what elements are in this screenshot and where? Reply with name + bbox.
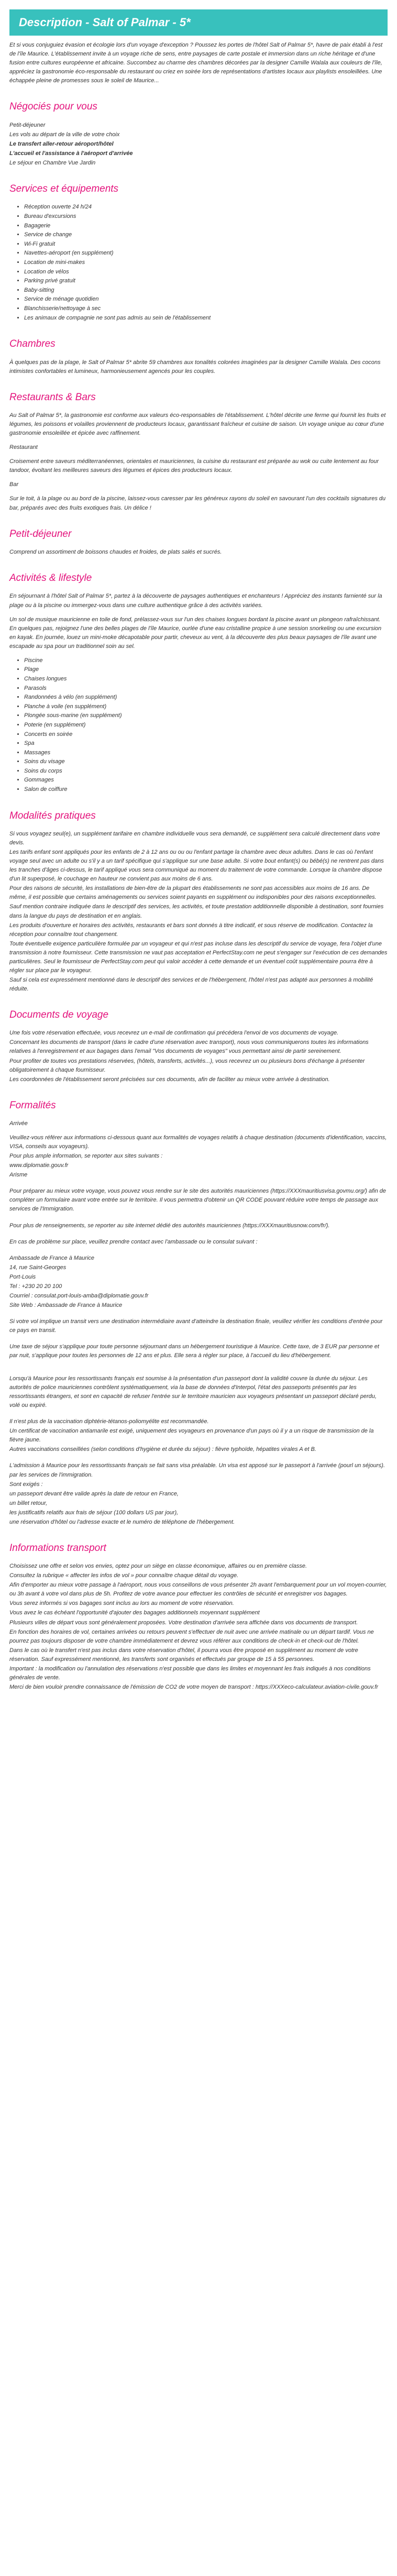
text-line: Vous serez informés si vos bagages sont inclus au lors au moment de votre réservation. <box>9 1600 234 1607</box>
text-line: Les produits d'ouverture et horaires des activités, restaurants et bars sont donnés à titre indicatif, et sous réserve de modification. Contactez la réception pour connaître tout changement. <box>9 922 373 938</box>
chambres-text: À quelques pas de la plage, le Salt of Palmar 5* abrite 59 chambres aux tonalités colorées imaginées par la designer Camille Walala. Des cocons intimistes confortables et lumineux, harmonieusement agencés pour les couples. <box>9 359 381 375</box>
text-line: un passeport devant être valide après la date de retour en France, <box>9 1490 179 1497</box>
text-line: Tel : +230 20 20 100 <box>9 1283 62 1290</box>
services-list <box>24 203 388 323</box>
activity-item: • Randonnées à vélo (en supplément) <box>24 693 388 702</box>
intro-text: Et si vous conjuguiez évasion et écologie lors d'un voyage d'exception ? Poussez les portes de l'hôtel Salt of Palmar 5*, havre de paix établi à l'est de l'île Maurice. L'établissement invite à un voyage riche de sens, entre paysages de carte postale et immersion dans un riche héritage et d'une fusion entre cultures européenne et africaine. Succombez au charme des chambres décorées par la designer Camille Walala aux couleurs de l'île, appréciez la gastronomie éco-responsable du restaurant ou criez en soirée lors de représentations d'artistes locaux aux playlists ensoleillées. Une échappée pleine de promesses sous le soleil de Maurice... <box>9 42 383 84</box>
bar-subheading: Bar <box>9 481 19 488</box>
text-line: Plusieurs villes de départ vous sont généralement proposées. Votre destination d'arrivée sera affichée dans vos documents de transport. <box>9 1619 358 1626</box>
page <box>0 9 397 1718</box>
negocies-line: Le transfert aller-retour aéroport/hôtel <box>9 140 114 147</box>
text-line <box>9 1455 388 1461</box>
negocies-list <box>9 121 388 168</box>
restaurant-text: Croisement entre saveurs méditerranéennes, orientales et mauriciennes, la cuisine du restaurant est préparée au wok ou cuite lentement au four tandoor, évoltant les meilleures saveurs des légumes et épices des producteurs locaux. <box>9 458 379 474</box>
service-item: • Navettes-aéroport (en supplément) <box>24 249 388 258</box>
text-line: Si votre vol implique un transit vers une destination intermédiaire avant d'atteindre la destination finale, veuillez vérifier les conditions d'entrée pour ce pays en transit. <box>9 1318 383 1334</box>
activites-heading: Activités & lifestyle <box>9 573 92 584</box>
text-line: Veuillez-vous référer aux informations ci-dessous quant aux formalités de voyages relatifs à chaque destination (documents d'identification, vaccins, VISA, conseils aux voyageurs). <box>9 1135 387 1150</box>
service-item: • Baby-sitting <box>24 286 388 295</box>
text-line: Choisissez une offre et selon vos envies, optez pour un siège en classe économique, affaires ou en première classe. <box>9 1563 307 1570</box>
text-line <box>9 1368 388 1374</box>
text-line: 14, rue Saint-Georges <box>9 1264 67 1271</box>
activity-item: • Piscine <box>24 656 388 666</box>
text-line: Pour plus ample information, se reporter aux sites suivants : <box>9 1153 163 1160</box>
text-line <box>9 1247 388 1253</box>
text-line: Les coordonnées de l'établissement seront précisées sur ces documents, afin de faciliter au mieux votre arrivée à destination. <box>9 1076 330 1083</box>
text-line: En cas de problème sur place, veuillez prendre contact avec l'ambassade ou le consulat suivant : <box>9 1238 258 1245</box>
petitdej-text: Comprend un assortiment de boissons chaudes et froides, de plats salés et sucrés. <box>9 548 222 555</box>
restaurants-intro: Au Salt of Palmar 5*, la gastronomie est conforme aux valeurs éco-responsables de l'établissement. L'hôtel décrite une ferme qui fournit les fruits et légumes, les poissons et volailles proviennent de producteurs locaux, garantissant fraîcheur et cuisine de saison. Un voyage unique au cœur d'une gastronomie ensoleillée et épicée avec raffinement. <box>9 412 386 437</box>
petitdej-heading: Petit-déjeuner <box>9 528 72 540</box>
text-line: Pour préparer au mieux votre voyage, vous pouvez vous rendre sur le site des autorités mauriciennes (https://XXXmauritiusvisa.govmu.org/) afin de compléter un formulaire avant votre entrée sur le territoire. Il vous permettra d'obtenir un QR CODE pouvant réduire votre temps de passage aux services de l'Immigration. <box>9 1188 387 1213</box>
text-line: Pour des raisons de sécurité, les installations de bien-être de la plupart des établissements ne sont pas accessibles aux moins de 16 ans. De même, il est possible que certains aménagements ou services soient payants en supplément ou indisponibles pour des raisons exceptionnelles. <box>9 885 377 901</box>
activity-item: • Soins du corps <box>24 767 388 776</box>
documents-heading: Documents de voyage <box>9 1009 109 1020</box>
text-line: L'admission à Maurice pour les ressortissants français se fait sans visa préalable. Un visa est apposé sur le passeport à l'arrivée (pourl un séjour≤). par les services de l'immigration. <box>9 1462 385 1478</box>
text-line <box>9 1180 388 1186</box>
text-line: un billet retour, <box>9 1500 48 1506</box>
text-line: Si vous voyagez seul(e), un supplément tarifaire en chambre individuelle vous sera demandé, ce supplément sera calculé directement dans votre devis. <box>9 831 380 846</box>
text-line <box>9 1336 388 1342</box>
text-line: Pour profiter de toutes vos prestations réservées, (hôtels, transferts, activités...), vous recevrez un ou plusieurs bons d'échange à présenter obligatoirement à chaque fournisseur. <box>9 1058 365 1073</box>
text-line: Important : la modification ou l'annulation des réservations n'est possible que dans les limites et moyennant les frais indiqués à nos conditions générales de vente. <box>9 1665 371 1681</box>
text-line: Site Web : Ambassade de France à Maurice <box>9 1302 123 1308</box>
text-line: Merci de bien vouloir prendre connaissance de l'émission de CO2 de votre moyen de transport : https://XXXeco-calculateur.aviation-civile.gouv.fr <box>9 1683 379 1690</box>
text-line: Arisme <box>9 1172 28 1179</box>
formalites-text <box>9 1133 388 1527</box>
text-line: Courriel : consulat.port-louis-amba@diplomatie.gouv.fr <box>9 1292 149 1299</box>
activity-item: • Parasols <box>24 684 388 693</box>
service-item: • Réception ouverte 24 h/24 <box>24 203 388 212</box>
negocies-line: Le séjour en Chambre Vue Jardin <box>9 159 96 166</box>
text-line: Sont exigés : <box>9 1481 43 1488</box>
text-line: Afin d'emporter au mieux votre passage à l'aéroport, nous vous conseillons de vous présenter 2h avant l'embarquement pour un vol moyen-courrier, ou 3h avant à votre vol dans plus de 5h. Profitez de votre avance pour effectuer les contrôles de sécurité et enregistrer vos bagages. <box>9 1582 387 1598</box>
service-item: • Parking privé gratuit <box>24 277 388 286</box>
activites-text: Un sol de musique mauricienne en toile de fond, prélassez-vous sur l'un des chaises longues bordant la piscine avant un plongeon rafraîchissant. En quelques pas, rejoignez l'une des belles plages de l'île Maurice, ourlée d'une eau cristalline propice à une session snorkeling ou une excursion en kayak. En journée, louez un mini-moke décapotable pour partir, cheveux au vent, à la découverte des plus beaux paysages de l'île avant une escapade au spa pour un traditionnel soin au sel. <box>9 616 382 649</box>
activity-item: • Spa <box>24 739 388 748</box>
text-line: Une fois votre réservation effectuée, vous recevrez un e-mail de confirmation qui précédera l'envoi de vos documents de voyage. <box>9 1030 339 1037</box>
service-item: • Blanchisserie/nettoyage à sec <box>24 304 388 314</box>
activity-item: • Massages <box>24 748 388 758</box>
activity-item: • Plongée sous-marine (en supplément) <box>24 711 388 721</box>
formalites-heading: Formalités <box>9 1099 56 1111</box>
service-item: • Location de mini-makes <box>24 258 388 268</box>
text-line: Toute éventuelle exigence particulière formulée par un voyageur et qui n'est pas incluse dans les descriptif du service de voyage, fera l'objet d'une transmission à notre fournisseur. Cette transmission ne vaut pas acceptation et PerfectStay.com ne peut s'engager sur l'exécution de ces demandes particulières. Seul le fournisseur de PerfectStay.com peut qui valoir accéder à cette demande et un éventuel coût supplémentaire pourra être à régler sur place par le voyageur. <box>9 940 388 974</box>
activites-intro: En séjournant à l'hôtel Salt of Palmar 5*, partez à la découverte de paysages authentiques et enchanteurs ! Appréciez des instants farnienté sur la plage ou à la piscine ou immergez-vous dans une culture authentique grâce à des activités variées. <box>9 593 382 609</box>
text-line: Vous avez le cas échéant l'opportunité d'ajouter des bagages additionnels moyennant supplément <box>9 1610 260 1616</box>
service-item: • Service de ménage quotidien <box>24 295 388 304</box>
text-line: Une taxe de séjour s'applique pour toute personne séjournant dans un hébergement touristique à Maurice. Cette taxe, de 3 EUR par personne et par nuit, s'applique pour toutes les personnes de 12 ans et plus. Elle sera à régler sur place, à l'accueil du lieu d'hébergement. <box>9 1343 379 1359</box>
text-line: une réservation d'hôtel ou l'adresse exacte et le numéro de téléphone de l'hébergement. <box>9 1518 235 1525</box>
documents-text <box>9 1029 388 1084</box>
text-line: Pour plus de renseignements, se reporter au site internet dédié des autorités mauriciennes (https://XXXmauritiusnow.com/fr/). <box>9 1222 330 1229</box>
text-line: Autres vaccinations conseillées (selon conditions d'hygiène et durée du séjour) : fièvre typhoïde, hépatites virales A et B. <box>9 1446 316 1453</box>
bar-text: Sur le toit, à la plage ou au bord de la piscine, laissez-vous caresser par les généreux rayons du soleil en savourant l'un des cocktails signatures du bar, préparés avec des fruits exotiques frais. Un délice ! <box>9 496 386 511</box>
text-line <box>9 1215 388 1221</box>
text-line: Dans le cas où le transfert n'est pas inclus dans votre réservation d'hôtel, il pourra vous être proposé en supplément au moment de votre réservation. Sauf expressément mentionné, les transferts sont organisés et effectués par groupe de 15 à 55 personnes. <box>9 1647 358 1663</box>
activity-item: • Chaises longues <box>24 675 388 684</box>
modalites-text <box>9 830 388 994</box>
activity-item: • Plage <box>24 665 388 675</box>
negocies-line: Petit-déjeuner <box>9 122 46 128</box>
restaurants-heading: Restaurants & Bars <box>9 391 96 403</box>
chambres-heading: Chambres <box>9 338 56 350</box>
text-line: www.diplomatie.gouv.fr <box>9 1162 69 1169</box>
transport-heading: Informations transport <box>9 1542 106 1554</box>
service-item: • Bagagerie <box>24 222 388 231</box>
text-line: Lorsqu'à Maurice pour les ressortissants français est soumise à la présentation d'un passeport dont la validité couvre la durée du séjour. Les autorités de police mauriciennes contrôlent systématiquement, via la base de données d'Interpol, l'état des passeports présentés par les ressortissants étrangers, et sont en capacité de refuser l'entrée sur le territoire mauricien aux voyageurs présentant un passeport déclaré perdu, volé ou expiré. <box>9 1375 377 1409</box>
activity-item: • Gommages <box>24 776 388 785</box>
text-line: Sauf mention contraire indiquée dans le descriptif des services, les activités, et toute prestation additionnelle disponible à destination, sont fournies dans la langue du pays de destination et en anglais. <box>9 904 384 919</box>
text-line: Les tarifs enfant sont appliqués pour les enfants de 2 à 12 ans ou ou ou l'enfant partage la chambre avec deux adultes. Dans le cas où l'enfant voyage seul avec un adulte ou s'il y a un tarif spécifique qui s'applique sur une base adulte. Si votre bout enfant(s) ou bébé(s) ne rentrent pas dans les tranches d'âges ci-dessus, le tarif appliqué vous sera communiqué au moment du traitement de votre commande. Lorsque la chambre dispose d'un lit superposé, le couchage en hauteur ne convient pas aux moins de 6 ans. <box>9 849 384 883</box>
page-title: Description - Salt of Palmar - 5* <box>9 9 388 36</box>
text-line: Un certificat de vaccination antiamarile est exigé, uniquement des voyageurs en provenance d'un pays où il y a un risque de transmission de la fièvre jaune. <box>9 1428 374 1444</box>
service-item: • Bureau d'excursions <box>24 212 388 222</box>
text-line <box>9 1411 388 1417</box>
service-item: • Service de change <box>24 230 388 240</box>
activity-item: • Planche à voile (en supplément) <box>24 702 388 712</box>
services-heading: Services et équipements <box>9 183 119 194</box>
service-item: • Wi-Fi gratuit <box>24 240 388 249</box>
service-item: • Location de vélos <box>24 268 388 277</box>
text-line: Sauf si cela est expressément mentionné dans le descriptif des services et de l'hébergement, l'hôtel n'est pas adapté aux personnes à mobilité réduite. <box>9 976 373 992</box>
negocies-line: Les vols au départ de la ville de votre choix <box>9 131 120 138</box>
restaurant-subheading: Restaurant <box>9 444 38 451</box>
service-item: • Les animaux de compagnie ne sont pas admis au sein de l'établissement <box>24 314 388 323</box>
activity-item: • Salon de coiffure <box>24 785 388 795</box>
transport-text <box>9 1562 388 1692</box>
text-line: Concernant les documents de transport (dans le cadre d'une réservation avec transport), nous vous communiquerons toutes les informations relatives à l'enregistrement et aux bagages dans l'email "Vos documents de voyages" vous permettant ainsi de partir sereinement. <box>9 1039 369 1055</box>
activity-item: • Soins du visage <box>24 757 388 767</box>
text-line: En fonction des horaires de vol, certaines arrivées ou retours peuvent s'effectuer de nuit avec une arrivée matinale ou un départ tardif. Vous ne pourrez pas toujours disposer de votre chambre immédiatement et devrez vous référer aux conditions de check-in et check-out de l'hôtel. <box>9 1628 374 1644</box>
text-line <box>9 1231 388 1237</box>
text-line <box>9 1361 388 1367</box>
activity-item: • Concerts en soirée <box>24 730 388 740</box>
text-line: les justificatifs relatifs aux frais de séjour (100 dollars US par jour), <box>9 1509 179 1516</box>
text-line: Il n'est plus de la vaccination diphtérie-tétanos-poliomyélite est recommandée. <box>9 1418 209 1425</box>
arrivee-subheading: Arrivée <box>9 1120 28 1127</box>
negocies-heading: Négociés pour vous <box>9 101 97 113</box>
modalites-heading: Modalités pratiques <box>9 810 96 821</box>
negocies-line: L'accueil et l'assistance à l'aéroport d'arrivée <box>9 150 133 157</box>
text-line <box>9 1311 388 1317</box>
text-line: Consultez la rubrique « affecter les infos de vol » pour connaître chaque détail du voyage. <box>9 1572 239 1579</box>
activites-list <box>24 656 388 795</box>
text-line: Ambassade de France à Maurice <box>9 1254 95 1261</box>
activity-item: • Poterie (en supplément) <box>24 721 388 730</box>
text-line: Port-Louis <box>9 1273 36 1280</box>
